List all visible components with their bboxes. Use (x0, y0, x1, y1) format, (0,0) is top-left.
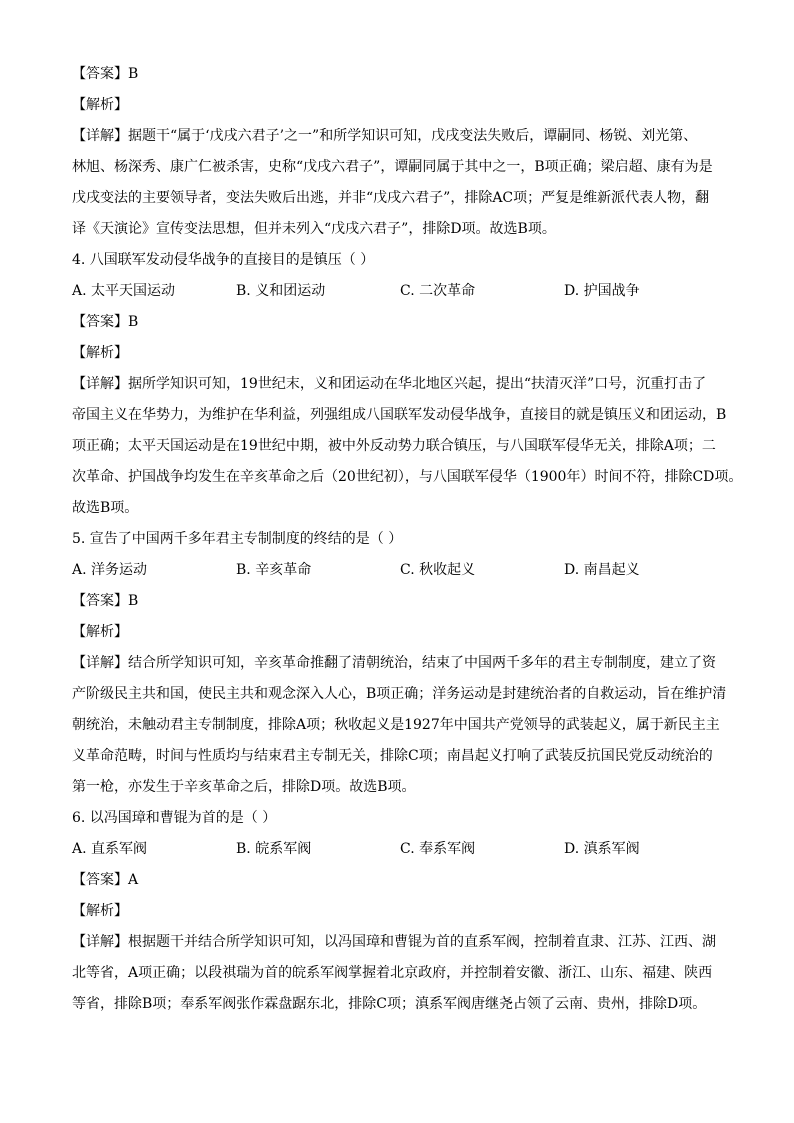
explanation-line: 【详解】据题干“属于‘戊戌六君子’之一”和所学知识可知，戊戌变法失败后，谭嗣同、杨锐、刘光第、 (72, 128, 698, 144)
explanation-line: 次革命、护国战争均发生在辛亥革命之后（20世纪初），与八国联军侵华（1900年）时间不符，排除CD项。 (72, 469, 743, 485)
analysis-label: 【解析】 (72, 903, 128, 919)
option-d: D. 南昌起义 (564, 562, 640, 578)
explanation-line: 林旭、杨深秀、康广仁被杀害，史称“戊戌六君子”，谭嗣同属于其中之一，B项正确；梁启超、康有为是 (72, 159, 713, 175)
option-d: D. 护国战争 (564, 283, 640, 299)
explanation-line: 【详解】结合所学知识可知，辛亥革命推翻了清朝统治，结束了中国两千多年的君主专制制度，建立了资 (72, 655, 716, 671)
explanation-line: 项正确；太平天国运动是在19世纪中期，被中外反动势力联合镇压，与八国联军侵华无关，排除A项；二 (72, 438, 716, 454)
explanation-line: 故选B项。 (72, 500, 139, 516)
explanation-line: 朝统治，未触动君主专制制度，排除A项；秋收起义是1927年中国共产党领导的武装起义，属于新民主主 (72, 717, 720, 733)
options-row (72, 839, 738, 870)
question-6: 6. 以冯国璋和曹锟为首的是（ ） (72, 810, 277, 826)
explanation-line: 【详解】据所学知识可知，19世纪末，义和团运动在华北地区兴起，提出“扶清灭洋”口号，沉重打击了 (72, 376, 707, 392)
explanation-line: 义革命范畴，时间与性质均与结束君主专制无关，排除C项；南昌起义打响了武装反抗国民党反动统治的 (72, 748, 713, 764)
option-b: B. 辛亥革命 (236, 562, 312, 578)
explanation-line: 北等省，A项正确；以段祺瑞为首的皖系军阀掌握着北京政府，并控制着安徽、浙江、山东、福建、陕西 (72, 965, 713, 981)
explanation-paragraph (72, 932, 738, 1025)
answer-line: 【答案】B (72, 66, 139, 82)
answer-line: 【答案】A (72, 872, 139, 888)
option-c: C. 奉系军阀 (400, 841, 476, 857)
question-5: 5. 宣告了中国两千多年君主专制制度的终结的是（ ） (72, 531, 403, 547)
explanation-line: 戊戌变法的主要领导者，变法失败后出逃，并非“戊戌六君子”，排除AC项；严复是维新派代表人物，翻 (72, 190, 710, 206)
option-c: C. 二次革命 (400, 283, 476, 299)
explanation-line: 等省，排除B项；奉系军阀张作霖盘踞东北，排除C项；滇系军阀唐继尧占领了云南、贵州，排除D项。 (72, 996, 707, 1012)
options-row (72, 281, 738, 312)
answer-line: 【答案】B (72, 593, 139, 609)
explanation-line: 帝国主义在华势力，为维护在华利益，列强组成八国联军发动侵华战争，直接目的就是镇压义和团运动，B (72, 407, 727, 423)
options-row (72, 560, 738, 591)
question-4: 4. 八国联军发动侵华战争的直接目的是镇压（ ） (72, 252, 375, 268)
analysis-label: 【解析】 (72, 624, 128, 640)
option-d: D. 滇系军阀 (564, 841, 640, 857)
option-b: B. 皖系军阀 (236, 841, 312, 857)
option-a: A. 太平天国运动 (72, 283, 176, 299)
answer-line: 【答案】B (72, 314, 139, 330)
option-a: A. 洋务运动 (72, 562, 148, 578)
explanation-line: 第一枪，亦发生于辛亥革命之后，排除D项。故选B项。 (72, 779, 416, 795)
explanation-line: 产阶级民主共和国，使民主共和观念深入人心，B项正确；洋务运动是封建统治者的自救运动，旨在维护清 (72, 686, 727, 702)
document-page (72, 64, 743, 1025)
explanation-paragraph (72, 374, 743, 529)
analysis-label: 【解析】 (72, 345, 128, 361)
option-a: A. 直系军阀 (72, 841, 148, 857)
option-c: C. 秋收起义 (400, 562, 476, 578)
explanation-paragraph (72, 653, 738, 808)
explanation-paragraph (72, 126, 738, 250)
analysis-label: 【解析】 (72, 97, 128, 113)
option-b: B. 义和团运动 (236, 283, 326, 299)
explanation-line: 译《天演论》宣传变法思想，但并未列入“戊戌六君子”，排除D项。故选B项。 (72, 221, 556, 237)
explanation-line: 【详解】根据题干并结合所学知识可知，以冯国璋和曹锟为首的直系军阀，控制着直隶、江苏、江西、湖 (72, 934, 716, 950)
